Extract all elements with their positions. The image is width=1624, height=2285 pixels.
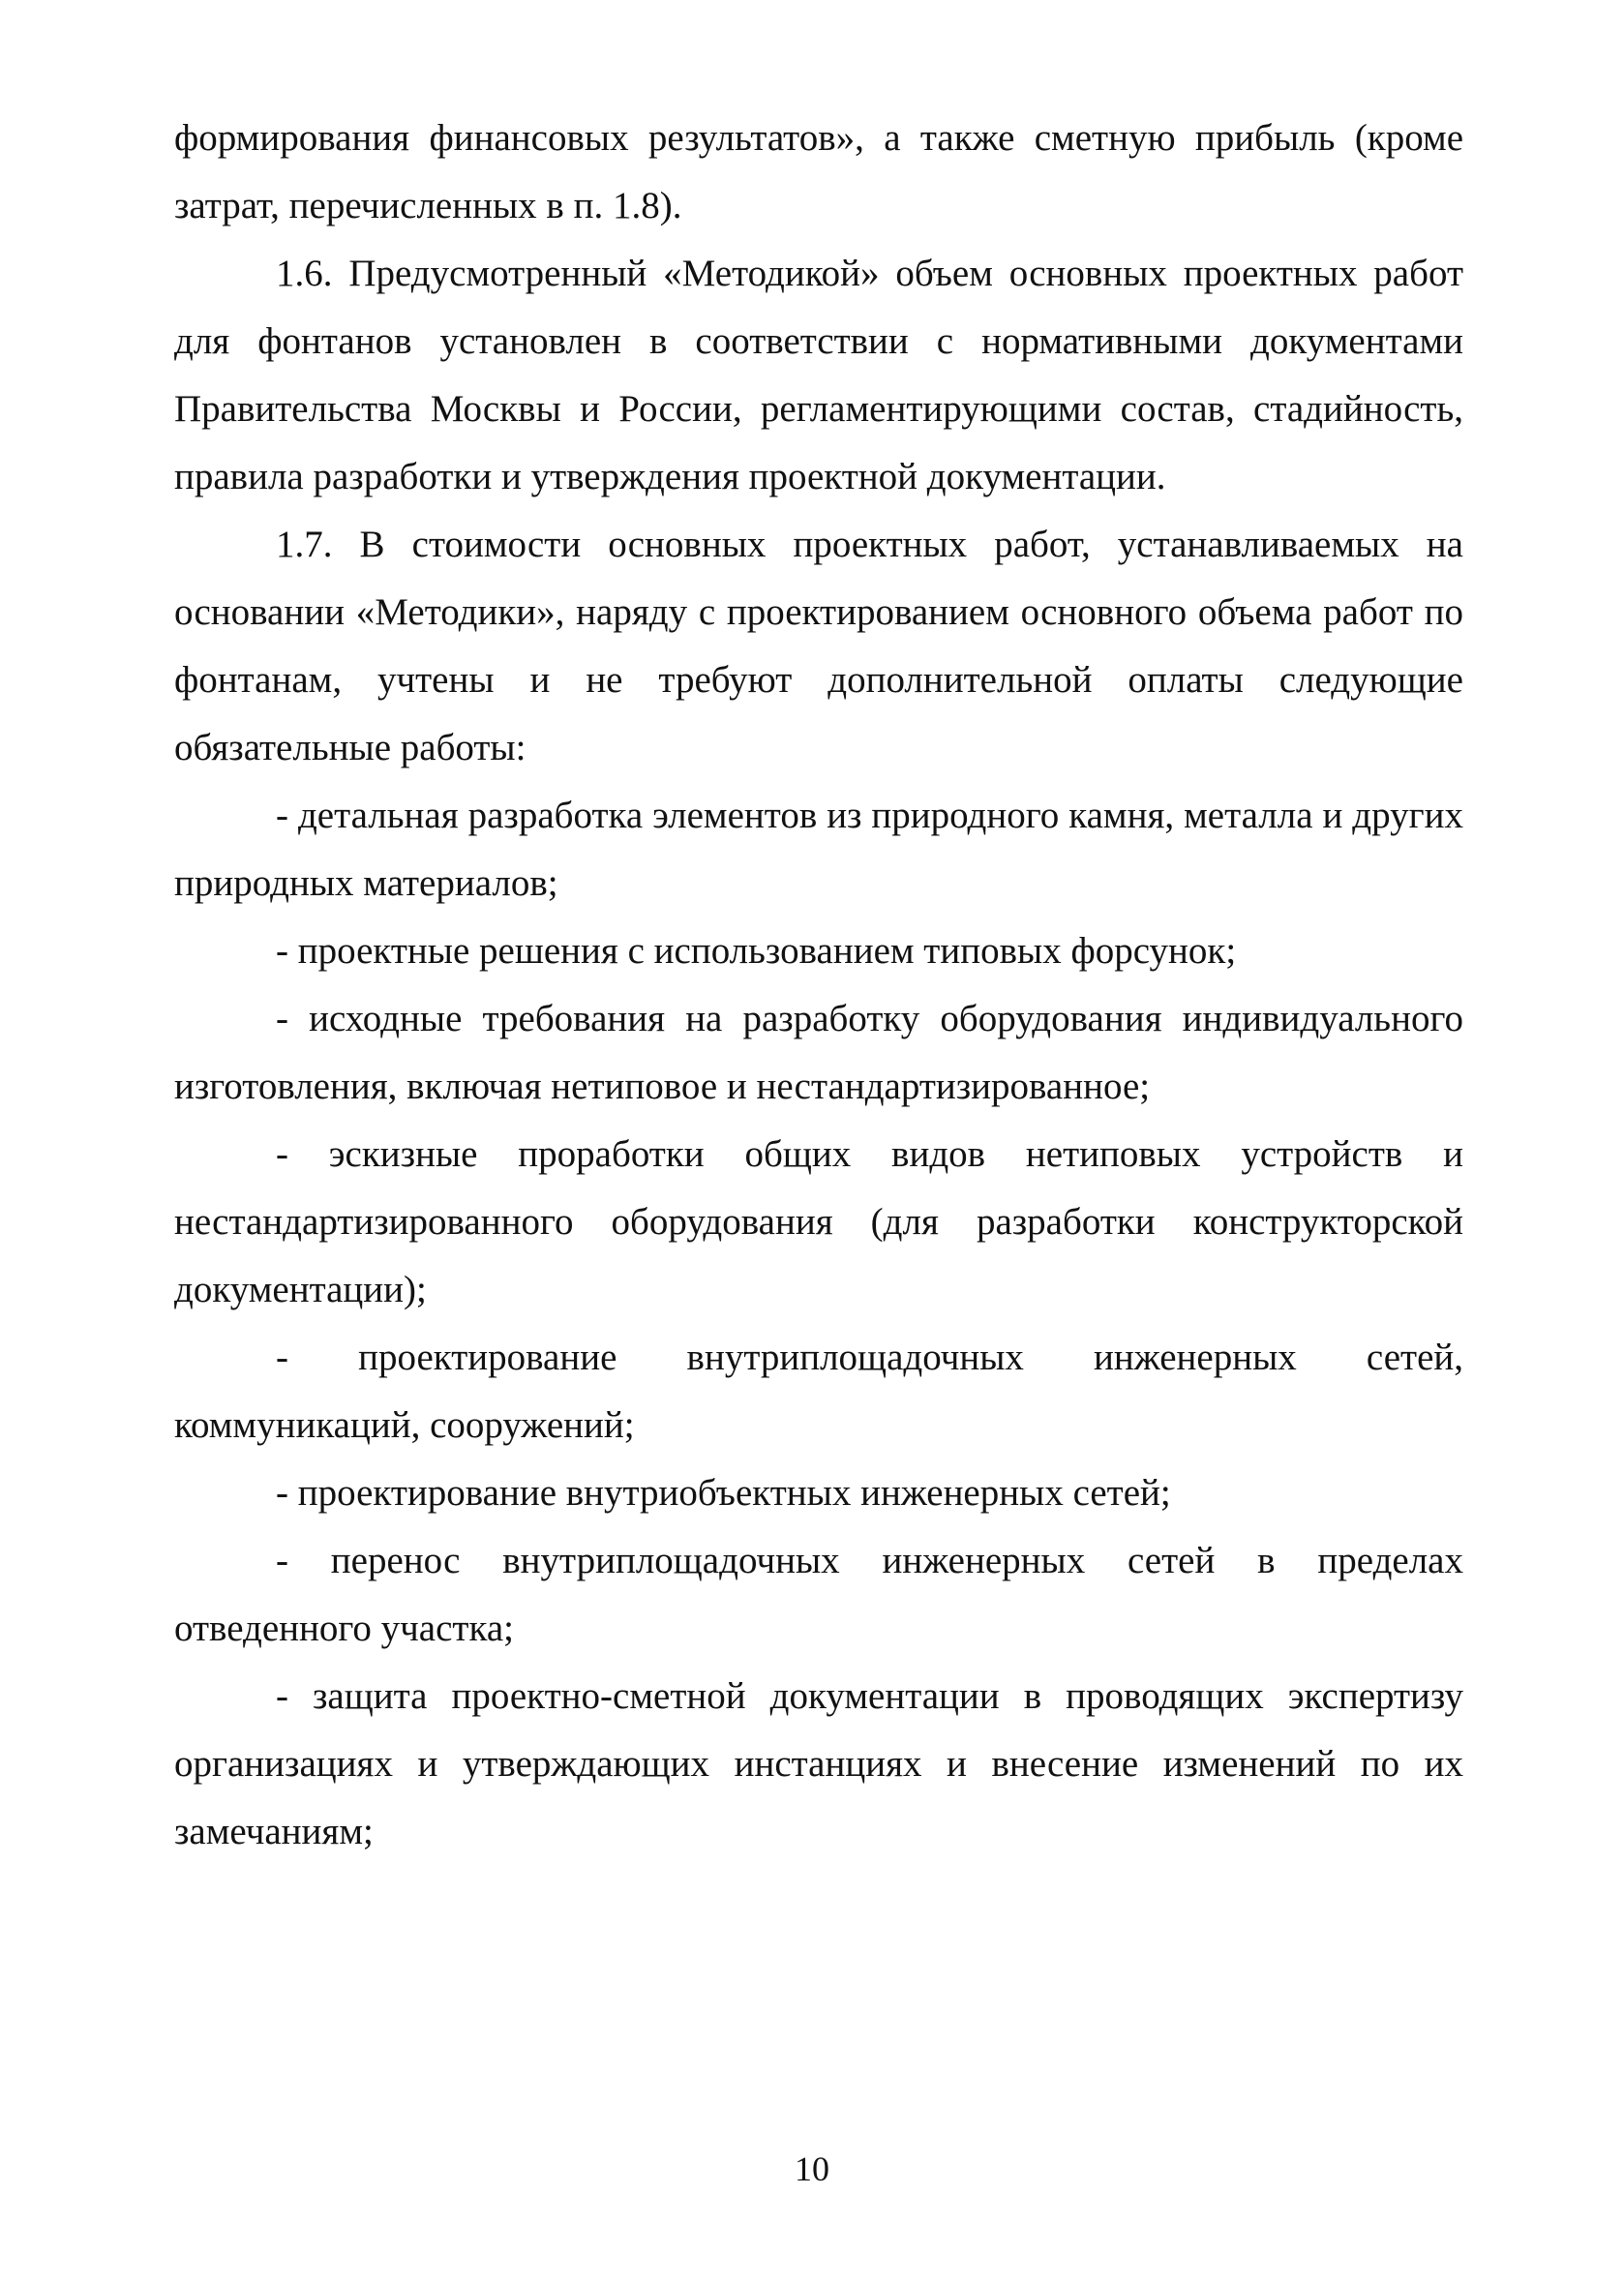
paragraph-1-6: 1.6. Предусмотренный «Методикой» объем основных проектных работ для фонтанов установлен в соответствии с нормативными документами Правительства Москвы и России, регламентирующими состав, стадийность, правила разработки и утверждения проектной документации. — [174, 253, 1463, 497]
paragraph-continuation: формирования финансовых результатов», а также сметную прибыль (кроме затрат, перечисленных в п. 1.8). — [174, 117, 1463, 226]
list-item: - проектирование внутриплощадочных инженерных сетей, коммуникаций, сооружений; — [174, 1337, 1463, 1446]
list-item: - детальная разработка элементов из природного камня, металла и других природных материалов; — [174, 795, 1463, 904]
list-item: - защита проектно-сметной документации в проводящих экспертизу организациях и утверждающих инстанциях и внесение изменений по их замечаниям; — [174, 1675, 1463, 1852]
list-item: - проектные решения с использованием типовых форсунок; — [276, 930, 1237, 972]
list-item: - перенос внутриплощадочных инженерных сетей в пределах отведенного участка; — [174, 1540, 1463, 1649]
document-body — [174, 105, 1463, 1866]
page-number: 10 — [795, 2150, 829, 2188]
list-item: - проектирование внутриобъектных инженерных сетей; — [276, 1472, 1171, 1514]
list-item: - эскизные проработки общих видов нетиповых устройств и нестандартизированного оборудования (для разработки конструкторской документации); — [174, 1133, 1463, 1310]
paragraph-1-7: 1.7. В стоимости основных проектных работ, устанавливаемых на основании «Методики», наряду с проектированием основного объема работ по фонтанам, учтены и не требуют дополнительной оплаты следующие обязательные работы: — [174, 524, 1463, 768]
list-item: - исходные требования на разработку оборудования индивидуального изготовления, включая нетиповое и нестандартизированное; — [174, 998, 1463, 1107]
